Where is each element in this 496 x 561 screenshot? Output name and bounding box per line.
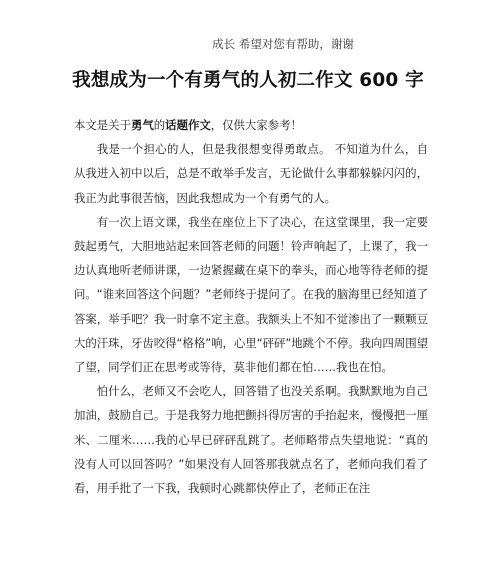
intro-middle: 的 [153,118,166,132]
page-header: 成长 希望对您有帮助，谢谢 [212,37,354,51]
intro-keyword-courage: 勇气 [130,118,154,132]
paragraph-1: 我是一个担心的人，但是我很想变得勇敢点。 不知道为什么，自从我进入初中以后，总是不敢举手发言，无论做什么事都躲躲闪闪的，我正为此事很苦恼，因此我想成为一个有勇气的人。 [74,142,428,205]
intro-keyword-topic: 话题作文 [165,118,211,132]
intro-line [74,113,428,137]
document-body [74,113,428,500]
intro-prefix: 本文是关于 [74,118,131,132]
paragraph-3: 怕什么，老师又不会吃人，回答错了也没关系啊。我默默地为自己加油，鼓励自己。于是我努力地把颤抖得厉害的手抬起来，慢慢把一厘米、二厘米……我的心早已砰砰乱跳了。老师略带点失望地说：“真的没有人可以回答吗？”如果没有人回答那我就点名了，老师向我们看了看，用手批了一下我，我顿时心跳都快停止了，老师正在注 [74,384,428,496]
paragraph-2: 有一次上语文课，我坐在座位上下了决心，在这堂课里，我一定要鼓起勇气，大胆地站起来回答老师的问题！铃声响起了，上课了，我一边认真地听老师讲课，一边紧握藏在桌下的拳头，而心地等待老师的提问。“谁来回答这个问题？”老师终于提问了。在我的脑海里已经知道了答案，举手吧？我一时拿不定主意。我额头上不知不觉渗出了一颗颗豆大的汗珠，牙齿咬得“格格”响，心里“砰砰”地跳个不停。我向四周围望了望，同学们正在思考或等待，莫非他们都在怕……我也在怕。 [74,214,428,375]
intro-suffix: ，仅供大家参考！ [210,118,302,132]
document-title: 我想成为一个有勇气的人初二作文 600 字 [72,70,424,91]
